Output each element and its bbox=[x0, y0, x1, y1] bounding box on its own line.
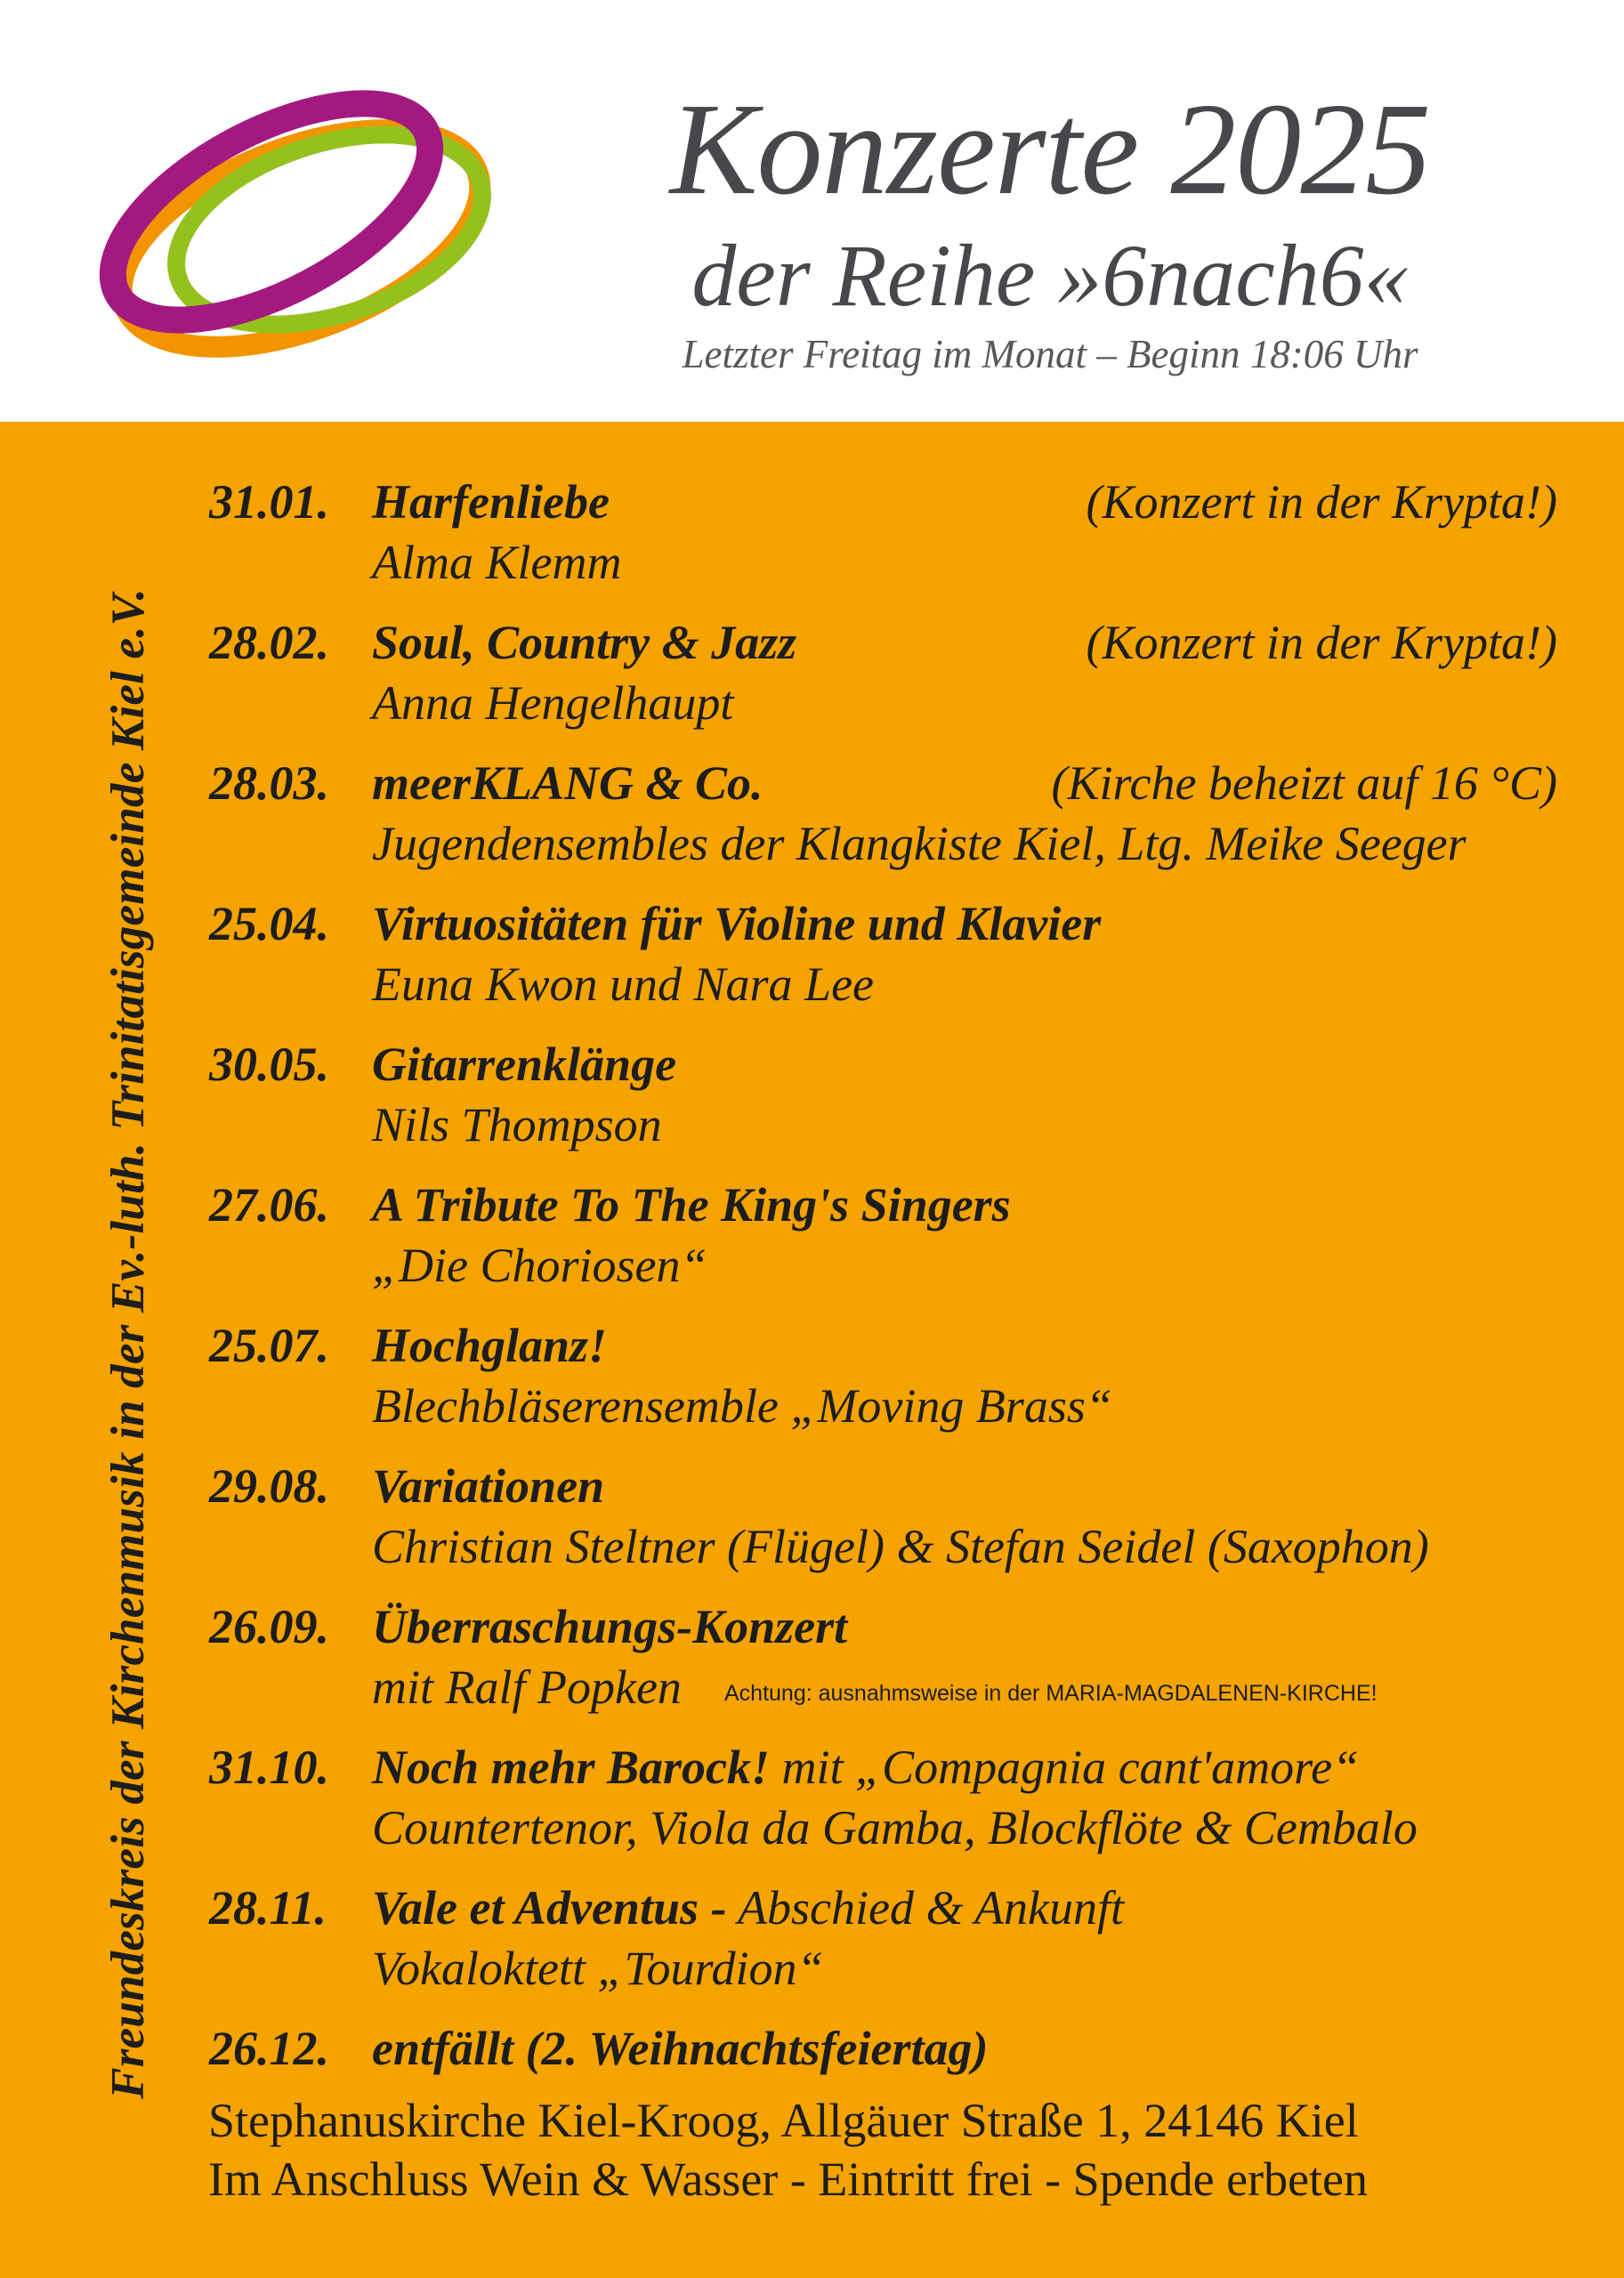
event-performer: Jugendensembles der Klangkiste Kiel, Ltg. Meike Seeger bbox=[372, 817, 1466, 870]
event-item bbox=[205, 612, 1557, 753]
event-title-line bbox=[372, 1737, 1359, 1797]
event-item bbox=[205, 1456, 1557, 1596]
event-title: Vale et Adventus - bbox=[372, 1881, 727, 1935]
event-performer: Euna Kwon und Nara Lee bbox=[372, 957, 875, 1011]
event-list bbox=[205, 472, 1557, 2159]
event-date: 29.08. bbox=[209, 1459, 329, 1513]
header bbox=[0, 0, 1624, 422]
event-performer: „Die Choriosen“ bbox=[372, 1239, 707, 1292]
event-date: 25.04. bbox=[209, 897, 329, 950]
event-title: Virtuositäten für Violine und Klavier bbox=[372, 897, 1102, 950]
event-performer: Anna Hengelhaupt bbox=[372, 676, 734, 730]
event-performer: Vokaloktett „Tourdion“ bbox=[372, 1942, 824, 1995]
venue-footer bbox=[208, 2091, 1596, 2209]
schedule-tagline: Letzter Freitag im Monat – Beginn 18:06 Uhr bbox=[682, 332, 1418, 376]
event-item bbox=[205, 753, 1557, 893]
event-title: entfällt (2. Weihnachtsfeiertag) bbox=[372, 2022, 989, 2075]
event-title: Soul, Country & Jazz bbox=[372, 616, 797, 669]
event-date: 27.06. bbox=[209, 1178, 329, 1232]
venue-change-note: Achtung: ausnahmsweise in der MARIA-MAGDALENEN-KIRCHE! bbox=[724, 1681, 1378, 1706]
event-performer: mit Ralf Popken bbox=[372, 1660, 682, 1714]
event-item bbox=[205, 1315, 1557, 1456]
event-date: 31.01. bbox=[209, 475, 329, 529]
page-title: Konzerte 2025 bbox=[669, 77, 1431, 222]
event-date: 30.05. bbox=[209, 1038, 329, 1091]
venue-address: Stephanuskirche Kiel-Kroog, Allgäuer Straße 1, 24146 Kiel bbox=[208, 2094, 1359, 2147]
event-note: (Kirche beheizt auf 16 °C) bbox=[1051, 756, 1557, 810]
event-date: 26.09. bbox=[209, 1600, 329, 1653]
series-subtitle: der Reihe »6nach6« bbox=[691, 226, 1409, 325]
logo-orange-ring bbox=[93, 89, 507, 383]
event-item bbox=[205, 1596, 1557, 1737]
event-performer: Christian Steltner (Flügel) & Stefan Seidel (Saxophon) bbox=[372, 1520, 1429, 1573]
concert-series-logo bbox=[89, 89, 507, 383]
event-item bbox=[205, 1737, 1557, 1878]
event-item bbox=[205, 893, 1557, 1034]
event-title: Variationen bbox=[372, 1459, 605, 1513]
event-title: Noch mehr Barock! bbox=[372, 1741, 771, 1794]
event-performer: Nils Thompson bbox=[372, 1098, 662, 1151]
event-date: 26.12. bbox=[209, 2022, 329, 2075]
event-note: (Konzert in der Krypta!) bbox=[1086, 616, 1557, 669]
event-item bbox=[205, 472, 1557, 612]
event-date: 25.07. bbox=[209, 1319, 329, 1372]
event-title: Hochglanz! bbox=[372, 1319, 608, 1372]
event-title-suffix: mit „Compagnia cant'amore“ bbox=[770, 1741, 1360, 1794]
event-performer: Alma Klemm bbox=[372, 536, 622, 589]
event-date: 28.11. bbox=[209, 1881, 327, 1935]
event-note: (Konzert in der Krypta!) bbox=[1086, 475, 1557, 529]
event-performer: Blechbläserensemble „Moving Brass“ bbox=[372, 1379, 1112, 1433]
event-title: A Tribute To The King's Singers bbox=[372, 1178, 1011, 1232]
event-date: 31.10. bbox=[209, 1741, 329, 1794]
organizer-vertical-text: Freundeskreis der Kirchenmusik in der Ev.-luth. Trinitatisgemeinde Kiel e.V. bbox=[102, 588, 154, 2099]
event-item bbox=[205, 1878, 1557, 2018]
event-title-line bbox=[372, 1878, 1124, 1938]
event-item bbox=[205, 1175, 1557, 1315]
event-performer: Countertenor, Viola da Gamba, Blockflöte & Cembalo bbox=[372, 1801, 1418, 1854]
admission-info: Im Anschluss Wein & Wasser - Eintritt frei - Spende erbeten bbox=[208, 2153, 1369, 2206]
event-title-suffix: Abschied & Ankunft bbox=[726, 1881, 1124, 1935]
event-title: meerKLANG & Co. bbox=[372, 756, 764, 810]
event-title: Harfenliebe bbox=[372, 475, 610, 529]
event-title: Überraschungs-Konzert bbox=[372, 1600, 848, 1653]
event-date: 28.03. bbox=[209, 756, 329, 810]
event-date: 28.02. bbox=[209, 616, 329, 669]
event-item bbox=[205, 1034, 1557, 1175]
event-title: Gitarrenklänge bbox=[372, 1038, 677, 1091]
